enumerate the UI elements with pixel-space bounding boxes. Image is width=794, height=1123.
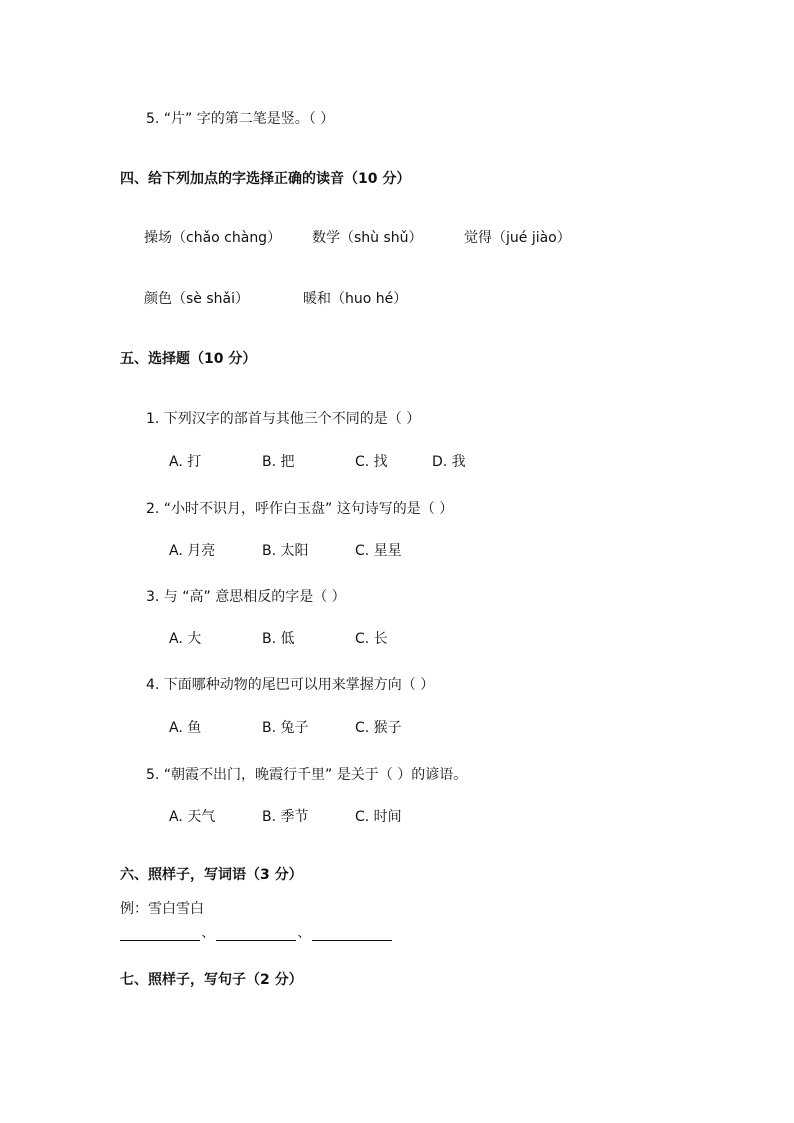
q2-option-b: B. 太阳 [262,543,309,559]
q2-option-c: C. 星星 [355,543,402,559]
pinyin-item-5: 暖和（huo hé） [303,291,408,307]
q5-option-c: C. 时间 [355,809,402,825]
answer-blank-3[interactable] [312,926,392,941]
question-5: 5. “朝霞不出门，晚霞行千里” 是关于（ ）的谚语。 [146,767,468,783]
q3-option-b: B. 低 [262,631,295,647]
answer-blanks [120,922,392,941]
pinyin-item-4: 颜色（sè shǎi） [144,291,249,307]
q5-option-b: B. 季节 [262,809,309,825]
pinyin-item-2: 数学（shù shǔ） [312,230,423,246]
question-2: 2. “小时不识月，呼作白玉盘” 这句诗写的是（ ） [146,501,454,517]
blank-separator: 、 [297,926,311,941]
judgement-item-5: 5. “片” 字的第二笔是竖。（ ） [146,111,335,127]
q4-option-b: B. 兔子 [262,720,309,736]
q4-option-c: C. 猴子 [355,720,402,736]
section-5-heading: 五、选择题（10 分） [120,351,257,367]
q2-option-a: A. 月亮 [169,543,216,559]
question-3: 3. 与 “高” 意思相反的字是（ ） [146,589,346,605]
pinyin-item-3: 觉得（jué jiào） [464,230,571,246]
blank-separator: 、 [201,926,215,941]
q3-option-a: A. 大 [169,631,202,647]
q5-option-a: A. 天气 [169,809,216,825]
q1-option-d: D. 我 [432,454,466,470]
question-1: 1. 下列汉字的部首与其他三个不同的是（ ） [146,411,421,427]
section-4-heading: 四、给下列加点的字选择正确的读音（10 分） [120,171,411,187]
pinyin-item-1: 操场（chǎo chàng） [144,230,282,246]
q4-option-a: A. 鱼 [169,720,202,736]
q3-option-c: C. 长 [355,631,388,647]
example-word: 例：雪白雪白 [120,901,204,917]
section-6-heading: 六、照样子，写词语（3 分） [120,867,303,883]
question-4: 4. 下面哪种动物的尾巴可以用来掌握方向（ ） [146,677,435,693]
answer-blank-1[interactable] [120,926,200,941]
q1-option-b: B. 把 [262,454,295,470]
q1-option-a: A. 打 [169,454,202,470]
section-7-heading: 七、照样子，写句子（2 分） [120,972,303,988]
answer-blank-2[interactable] [216,926,296,941]
q1-option-c: C. 找 [355,454,388,470]
